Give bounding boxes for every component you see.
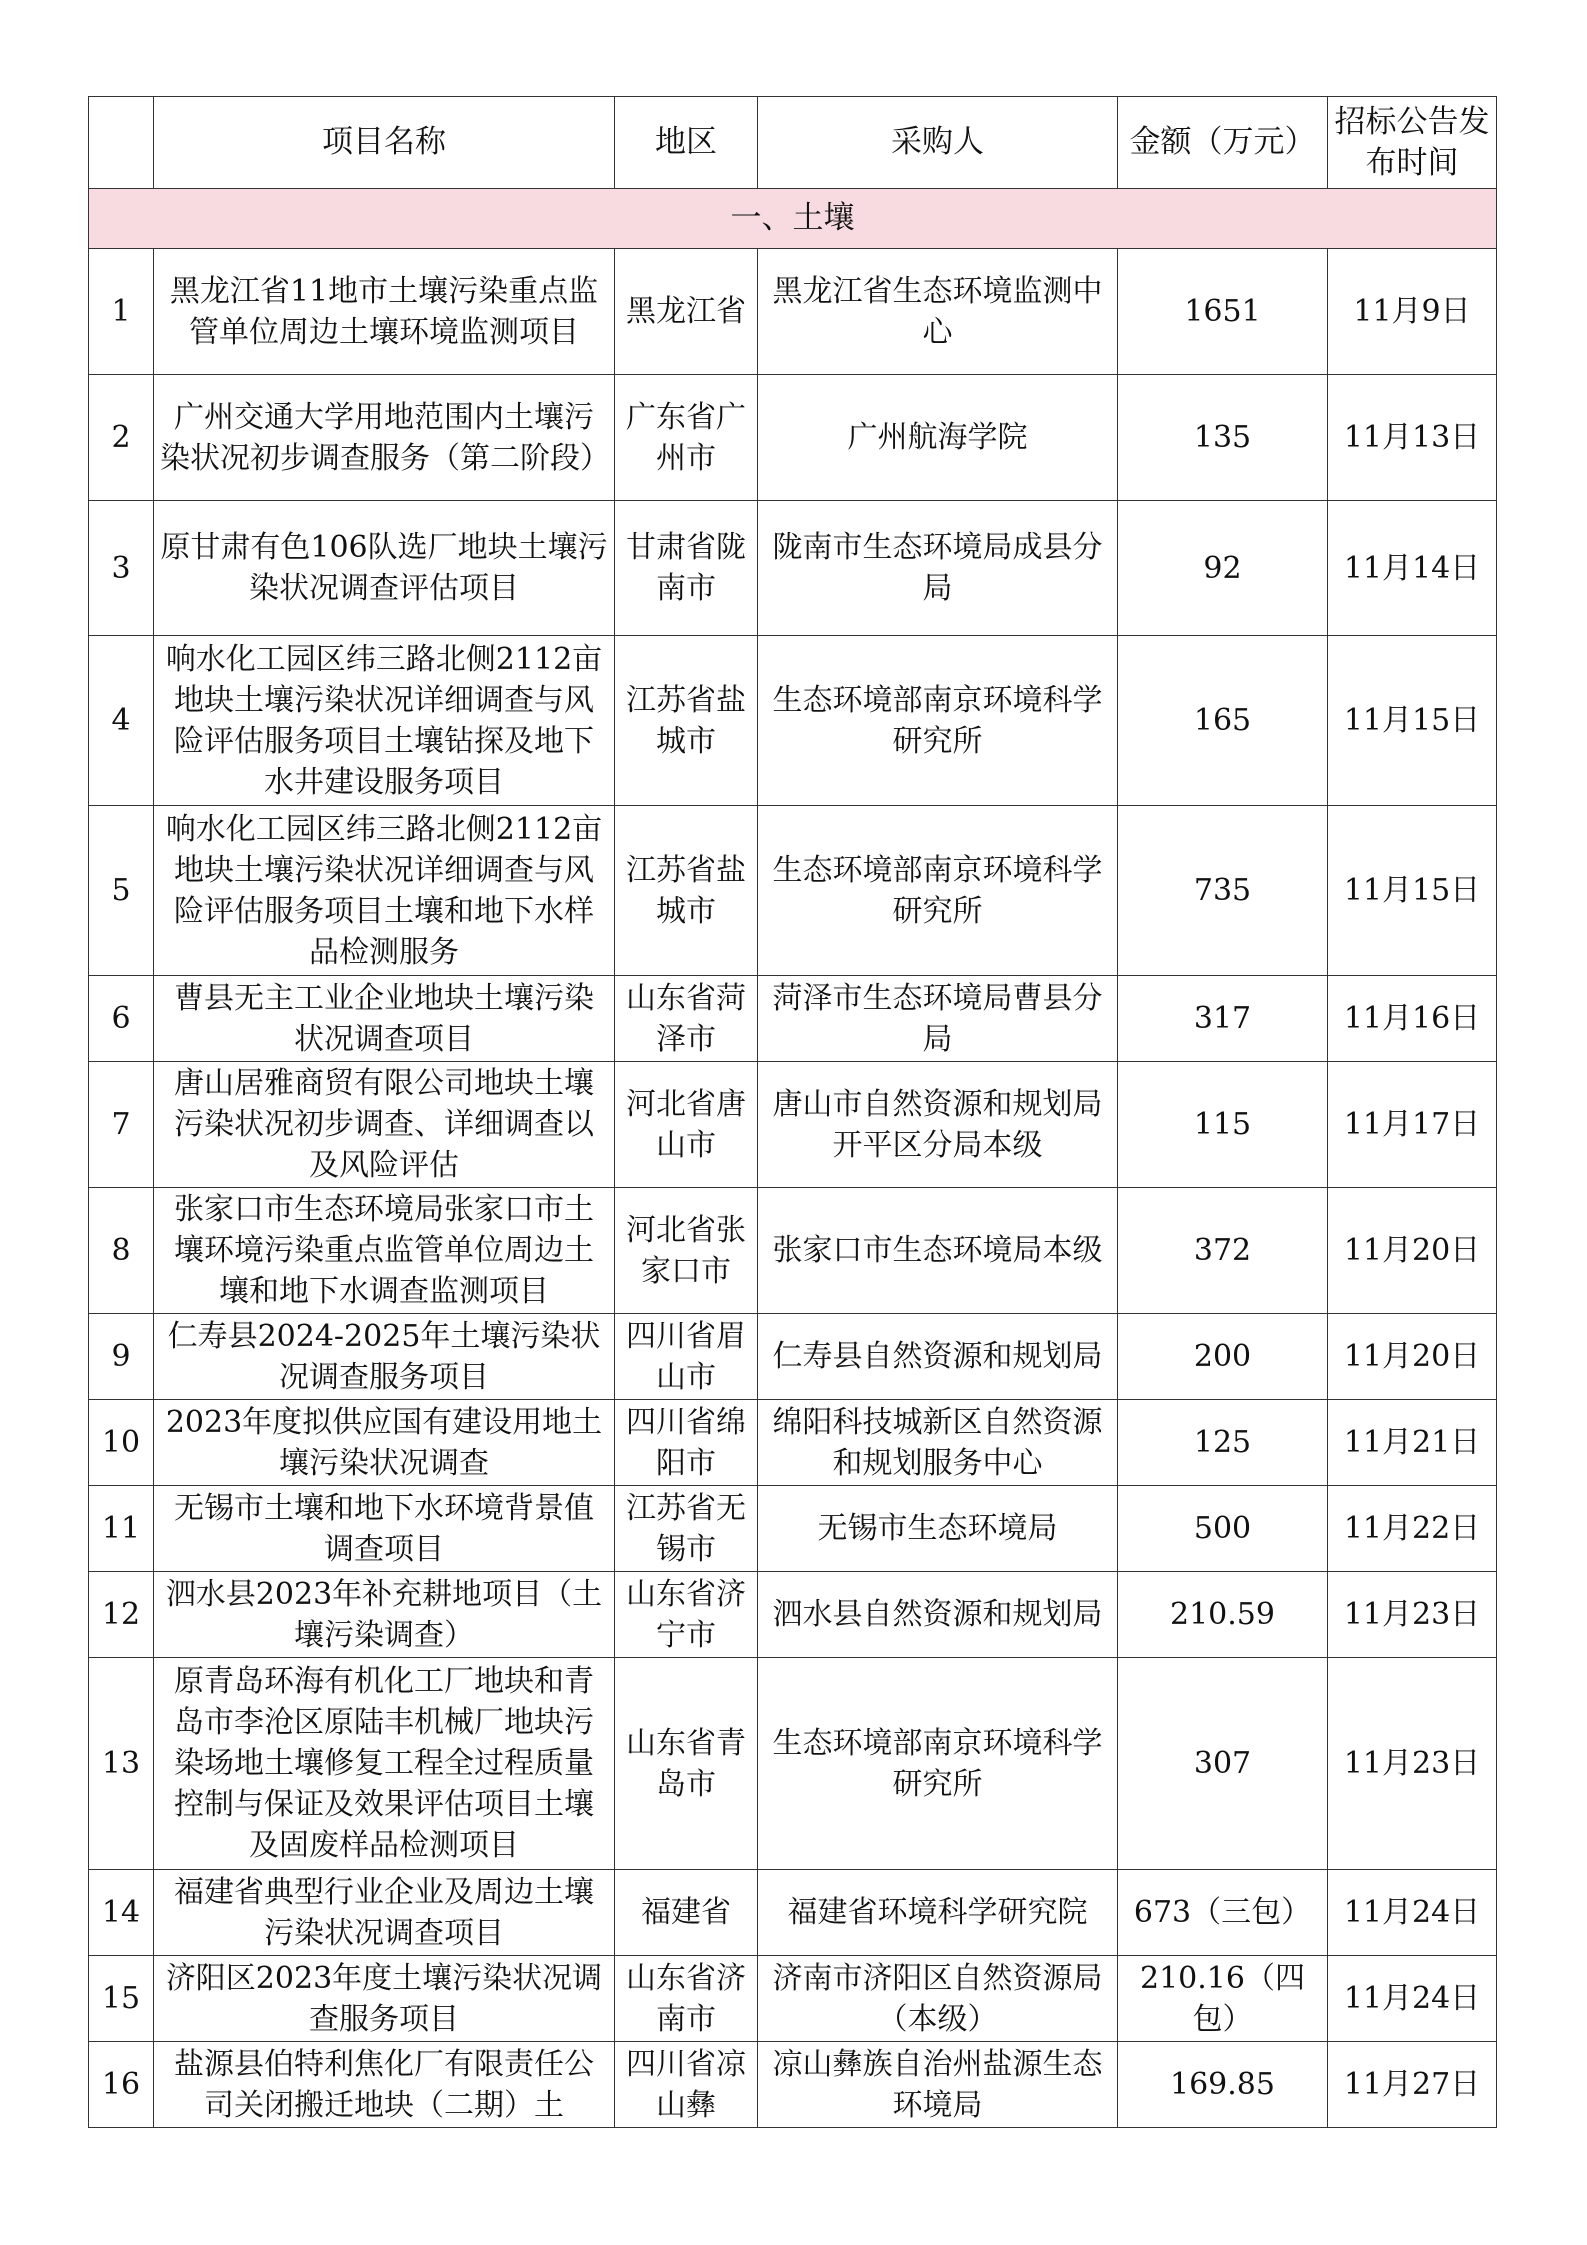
table-header-row [89,97,1497,189]
buyer: 生态环境部南京环境科学研究所 [758,636,1118,806]
buyer: 广州航海学院 [758,375,1118,501]
row-number: 6 [89,976,154,1062]
region: 福建省 [615,1870,758,1956]
table-row [89,1400,1497,1486]
region: 河北省张家口市 [615,1188,758,1314]
row-number: 15 [89,1956,154,2042]
project-name: 原青岛环海有机化工厂地块和青岛市李沧区原陆丰机械厂地块污染场地土壤修复工程全过程质量控制与保证及效果评估项目土壤及固废样品检测项目 [154,1658,615,1870]
project-name: 响水化工园区纬三路北侧2112亩地块土壤污染状况详细调查与风险评估服务项目土壤和地下水样品检测服务 [154,806,615,976]
table-row [89,1870,1497,1956]
table-row [89,501,1497,636]
row-number: 3 [89,501,154,636]
region: 山东省菏泽市 [615,976,758,1062]
header-amount: 金额（万元） [1118,97,1328,189]
amount: 210.59 [1118,1572,1328,1658]
region: 江苏省盐城市 [615,636,758,806]
row-number: 7 [89,1062,154,1188]
amount: 500 [1118,1486,1328,1572]
row-number: 12 [89,1572,154,1658]
buyer: 生态环境部南京环境科学研究所 [758,1658,1118,1870]
project-name: 无锡市土壤和地下水环境背景值调查项目 [154,1486,615,1572]
table-row [89,1486,1497,1572]
table-row [89,1314,1497,1400]
amount: 169.85 [1118,2042,1328,2128]
announce-date: 11月15日 [1328,636,1497,806]
table-row [89,249,1497,375]
amount: 307 [1118,1658,1328,1870]
procurement-table [88,96,1497,2128]
region: 四川省凉山彝 [615,2042,758,2128]
project-name: 响水化工园区纬三路北侧2112亩地块土壤污染状况详细调查与风险评估服务项目土壤钻探及地下水井建设服务项目 [154,636,615,806]
table-row [89,1658,1497,1870]
region: 黑龙江省 [615,249,758,375]
buyer: 凉山彝族自治州盐源生态环境局 [758,2042,1118,2128]
buyer: 仁寿县自然资源和规划局 [758,1314,1118,1400]
row-number: 11 [89,1486,154,1572]
amount: 135 [1118,375,1328,501]
project-name: 曹县无主工业企业地块土壤污染状况调查项目 [154,976,615,1062]
buyer: 济南市济阳区自然资源局（本级） [758,1956,1118,2042]
buyer: 陇南市生态环境局成县分局 [758,501,1118,636]
table-row [89,375,1497,501]
row-number: 14 [89,1870,154,1956]
announce-date: 11月23日 [1328,1658,1497,1870]
header-no [89,97,154,189]
amount: 1651 [1118,249,1328,375]
announce-date: 11月23日 [1328,1572,1497,1658]
header-region: 地区 [615,97,758,189]
buyer: 黑龙江省生态环境监测中心 [758,249,1118,375]
buyer: 菏泽市生态环境局曹县分局 [758,976,1118,1062]
project-name: 唐山居雅商贸有限公司地块土壤污染状况初步调查、详细调查以及风险评估 [154,1062,615,1188]
row-number: 1 [89,249,154,375]
project-name: 2023年度拟供应国有建设用地土壤污染状况调查 [154,1400,615,1486]
region: 山东省济宁市 [615,1572,758,1658]
project-name: 济阳区2023年度土壤污染状况调查服务项目 [154,1956,615,2042]
project-name: 黑龙江省11地市土壤污染重点监管单位周边土壤环境监测项目 [154,249,615,375]
announce-date: 11月9日 [1328,249,1497,375]
section-row [89,189,1497,249]
table-row [89,2042,1497,2128]
table-row [89,1956,1497,2042]
announce-date: 11月24日 [1328,1870,1497,1956]
row-number: 5 [89,806,154,976]
amount: 372 [1118,1188,1328,1314]
region: 甘肃省陇南市 [615,501,758,636]
announce-date: 11月27日 [1328,2042,1497,2128]
project-name: 仁寿县2024-2025年土壤污染状况调查服务项目 [154,1314,615,1400]
row-number: 10 [89,1400,154,1486]
announce-date: 11月17日 [1328,1062,1497,1188]
region: 山东省济南市 [615,1956,758,2042]
table-row [89,1062,1497,1188]
region: 广东省广州市 [615,375,758,501]
region: 山东省青岛市 [615,1658,758,1870]
announce-date: 11月15日 [1328,806,1497,976]
header-date: 招标公告发布时间 [1328,97,1497,189]
region: 四川省眉山市 [615,1314,758,1400]
row-number: 16 [89,2042,154,2128]
announce-date: 11月20日 [1328,1314,1497,1400]
project-name: 原甘肃有色106队选厂地块土壤污染状况调查评估项目 [154,501,615,636]
amount: 200 [1118,1314,1328,1400]
buyer: 绵阳科技城新区自然资源和规划服务中心 [758,1400,1118,1486]
header-project-name: 项目名称 [154,97,615,189]
buyer: 泗水县自然资源和规划局 [758,1572,1118,1658]
announce-date: 11月24日 [1328,1956,1497,2042]
announce-date: 11月22日 [1328,1486,1497,1572]
table-row [89,1572,1497,1658]
buyer: 无锡市生态环境局 [758,1486,1118,1572]
table-row [89,636,1497,806]
announce-date: 11月14日 [1328,501,1497,636]
buyer: 福建省环境科学研究院 [758,1870,1118,1956]
buyer: 唐山市自然资源和规划局开平区分局本级 [758,1062,1118,1188]
announce-date: 11月16日 [1328,976,1497,1062]
table-row [89,806,1497,976]
amount: 210.16（四包） [1118,1956,1328,2042]
amount: 92 [1118,501,1328,636]
row-number: 2 [89,375,154,501]
announce-date: 11月13日 [1328,375,1497,501]
announce-date: 11月21日 [1328,1400,1497,1486]
amount: 165 [1118,636,1328,806]
amount: 125 [1118,1400,1328,1486]
row-number: 9 [89,1314,154,1400]
region: 四川省绵阳市 [615,1400,758,1486]
amount: 115 [1118,1062,1328,1188]
row-number: 8 [89,1188,154,1314]
project-name: 广州交通大学用地范围内土壤污染状况初步调查服务（第二阶段） [154,375,615,501]
row-number: 4 [89,636,154,806]
buyer: 生态环境部南京环境科学研究所 [758,806,1118,976]
project-name: 张家口市生态环境局张家口市土壤环境污染重点监管单位周边土壤和地下水调查监测项目 [154,1188,615,1314]
amount: 317 [1118,976,1328,1062]
buyer: 张家口市生态环境局本级 [758,1188,1118,1314]
amount: 673（三包） [1118,1870,1328,1956]
row-number: 13 [89,1658,154,1870]
region: 江苏省无锡市 [615,1486,758,1572]
announce-date: 11月20日 [1328,1188,1497,1314]
amount: 735 [1118,806,1328,976]
header-buyer: 采购人 [758,97,1118,189]
table-row [89,976,1497,1062]
region: 河北省唐山市 [615,1062,758,1188]
project-name: 福建省典型行业企业及周边土壤污染状况调查项目 [154,1870,615,1956]
region: 江苏省盐城市 [615,806,758,976]
project-name: 盐源县伯特利焦化厂有限责任公司关闭搬迁地块（二期）土 [154,2042,615,2128]
project-name: 泗水县2023年补充耕地项目（土壤污染调查） [154,1572,615,1658]
section-title: 一、土壤 [89,189,1497,249]
table-row [89,1188,1497,1314]
